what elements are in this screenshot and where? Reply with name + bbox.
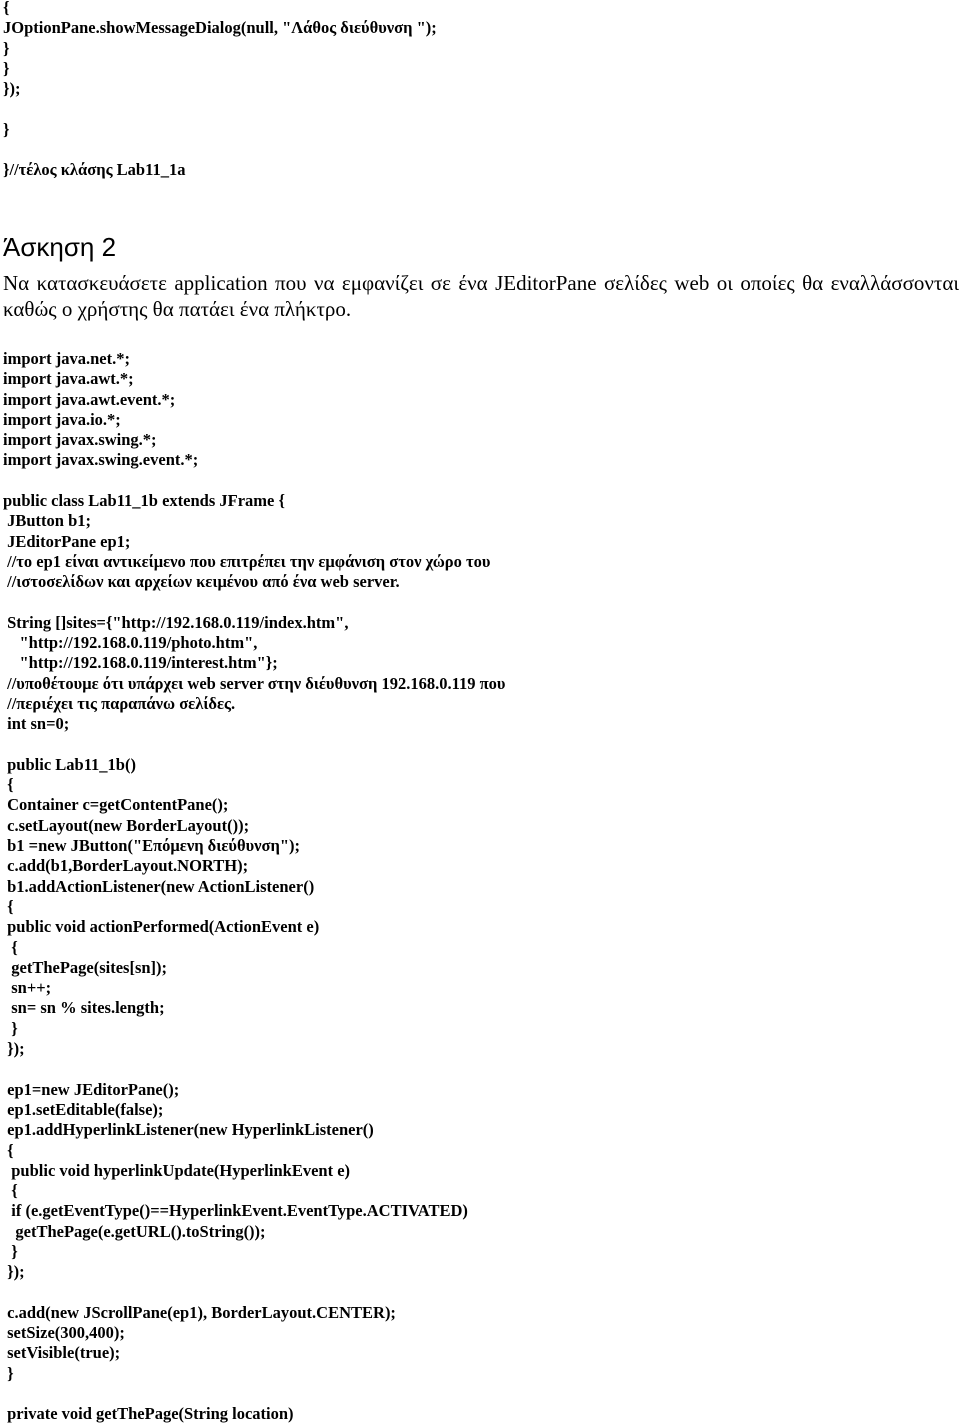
code-line: { <box>3 896 14 916</box>
code-block-imports <box>3 349 198 471</box>
code-line: //το ep1 είναι αντικείμενο που επιτρέπει την εμφάνιση στον χώρο του <box>3 551 491 571</box>
code-line <box>3 1059 505 1079</box>
code-block-top <box>3 0 437 181</box>
code-line <box>3 592 505 612</box>
code-line: import java.net.*; <box>3 349 130 368</box>
code-line: }); <box>3 1039 25 1059</box>
code-line: ep1=new JEditorPane(); <box>3 1079 180 1099</box>
code-line <box>3 735 505 755</box>
code-line: import javax.swing.event.*; <box>3 450 199 470</box>
code-line: } <box>3 1018 18 1038</box>
code-line: getThePage(e.getURL().toString()); <box>3 1221 266 1241</box>
code-line <box>3 1283 505 1303</box>
code-line: b1.addActionListener(new ActionListener() <box>3 876 315 896</box>
code-line: b1 =new JButton("Επόμενη διεύθυνση"); <box>3 836 301 856</box>
code-line: { <box>3 775 14 795</box>
code-line: } <box>3 1241 18 1261</box>
code-line: }); <box>3 1262 25 1282</box>
code-line <box>3 140 437 160</box>
code-line: private void getThePage(String location) <box>3 1404 294 1424</box>
code-line: } <box>3 1363 14 1383</box>
code-line: JOptionPane.showMessageDialog(null, "Λάθος διεύθυνση "); <box>3 18 437 38</box>
code-line: sn= sn % sites.length; <box>3 998 165 1018</box>
exercise-title: Άσκηση 2 <box>3 232 117 262</box>
code-line: setVisible(true); <box>3 1343 121 1363</box>
code-line: public void hyperlinkUpdate(HyperlinkEvent e) <box>3 1160 351 1180</box>
code-line: } <box>3 38 10 58</box>
code-line: //περιέχει τις παραπάνω σελίδες. <box>3 693 236 713</box>
code-line <box>3 99 437 119</box>
code-line: if (e.getEventType()==HyperlinkEvent.EventType.ACTIVATED) <box>3 1201 468 1221</box>
code-line: "http://192.168.0.119/interest.htm"}; <box>3 653 278 673</box>
code-line: ep1.addHyperlinkListener(new HyperlinkListener() <box>3 1120 374 1140</box>
code-line: "http://192.168.0.119/photo.htm", <box>3 633 258 653</box>
code-line: //υποθέτουμε ότι υπάρχει web server στην διέυθυνση 192.168.0.119 που <box>3 673 506 693</box>
code-line: } <box>3 58 10 78</box>
code-line: String []sites={"http://192.168.0.119/index.htm", <box>3 612 349 632</box>
code-line: //ιστοσελίδων και αρχείων κειμένου από ένα web server. <box>3 572 400 592</box>
code-line: c.setLayout(new BorderLayout()); <box>3 815 250 835</box>
code-line: import javax.swing.*; <box>3 430 157 450</box>
code-line: c.add(new JScrollPane(ep1), BorderLayout.CENTER); <box>3 1302 396 1322</box>
code-line <box>3 1384 505 1404</box>
code-line: ep1.setEditable(false); <box>3 1099 164 1119</box>
code-line: import java.awt.event.*; <box>3 389 176 409</box>
code-line: import java.io.*; <box>3 409 121 429</box>
code-line: setSize(300,400); <box>3 1323 125 1343</box>
code-line: { <box>3 937 18 957</box>
code-line: JEditorPane ep1; <box>3 531 131 551</box>
code-line: { <box>3 0 10 17</box>
code-line: Container c=getContentPane(); <box>3 795 229 815</box>
code-line: { <box>3 1181 18 1201</box>
code-line: public class Lab11_1b extends JFrame { <box>3 491 285 510</box>
code-line: getThePage(sites[sn]); <box>3 957 168 977</box>
code-block-main <box>3 491 505 1425</box>
code-line: { <box>3 1140 14 1160</box>
code-line: sn++; <box>3 978 52 998</box>
code-line: }//τέλος κλάσης Lab11_1a <box>3 160 186 180</box>
code-line: public Lab11_1b() <box>3 754 136 774</box>
code-line: import java.awt.*; <box>3 369 134 389</box>
code-line: public void actionPerformed(ActionEvent e) <box>3 917 320 937</box>
code-line: c.add(b1,BorderLayout.NORTH); <box>3 856 249 876</box>
code-line: } <box>3 119 10 139</box>
code-line: }); <box>3 79 21 99</box>
code-line: JButton b1; <box>3 511 92 531</box>
code-line: int sn=0; <box>3 714 70 734</box>
exercise-description: Να κατασκευάσετε application που να εμφανίζει σε ένα JEditorPane σελίδες web οι οποίες θα εναλλάσσονται καθώς ο χρήστης θα πατάει ένα πλήκτρο. <box>3 271 959 321</box>
